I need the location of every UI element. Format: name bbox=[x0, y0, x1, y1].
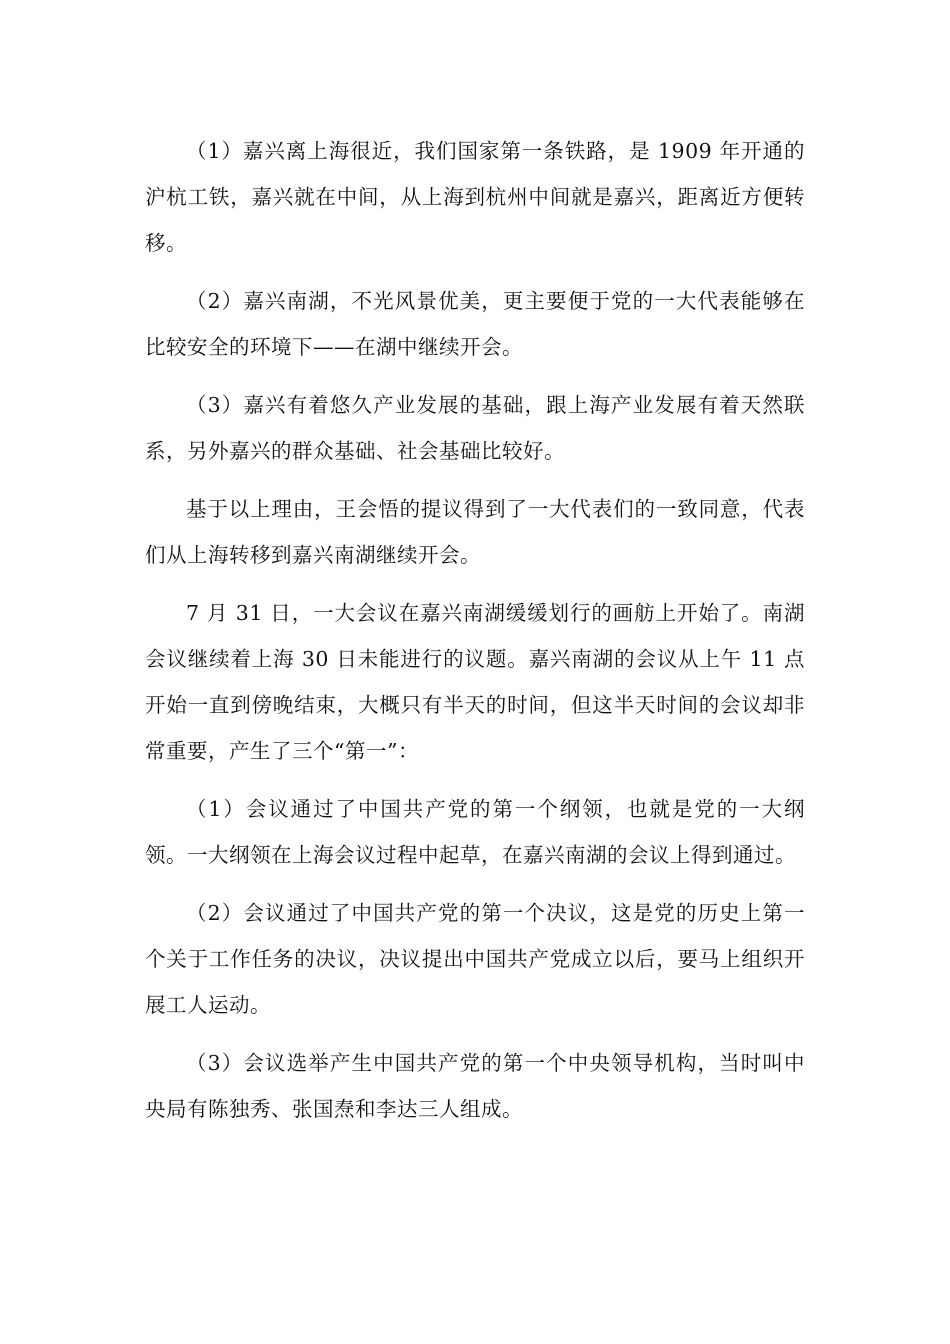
paragraph-reason-3: （3）嘉兴有着悠久产业发展的基础，跟上海产业发展有着天然联系，另外嘉兴的群众基础、社会基础比较好。 bbox=[145, 393, 805, 463]
paragraph-first-program: （1）会议通过了中国共产党的第一个纲领，也就是党的一大纲领。一大纲领在上海会议过程中起草，在嘉兴南湖的会议上得到通过。 bbox=[145, 797, 805, 867]
paragraph-conclusion: 基于以上理由，王会悟的提议得到了一大代表们的一致同意，代表们从上海转移到嘉兴南湖继续开会。 bbox=[145, 497, 805, 567]
paragraph-meeting-july-31: 7 月 31 日，一大会议在嘉兴南湖缓缓划行的画舫上开始了。南湖会议继续着上海 30 日未能进行的议题。嘉兴南湖的会议从上午 11 点开始一直到傍晚结束，大概只有半天的时间，但这半天时间的会议却非常重要，产生了三个“第一”： bbox=[145, 601, 805, 763]
document-body bbox=[145, 128, 805, 1144]
paragraph-reason-2: （2）嘉兴南湖，不光风景优美，更主要便于党的一大代表能够在比较安全的环境下——在湖中继续开会。 bbox=[145, 289, 805, 359]
paragraph-first-central-bureau: （3）会议选举产生中国共产党的第一个中央领导机构，当时叫中央局有陈独秀、张国焘和李达三人组成。 bbox=[145, 1051, 805, 1121]
paragraph-reason-1: （1）嘉兴离上海很近，我们国家第一条铁路，是 1909 年开通的沪杭工铁，嘉兴就在中间，从上海到杭州中间就是嘉兴，距离近方便转移。 bbox=[145, 139, 805, 255]
paragraph-first-resolution: （2）会议通过了中国共产党的第一个决议，这是党的历史上第一个关于工作任务的决议，决议提出中国共产党成立以后，要马上组织开展工人运动。 bbox=[145, 901, 805, 1017]
